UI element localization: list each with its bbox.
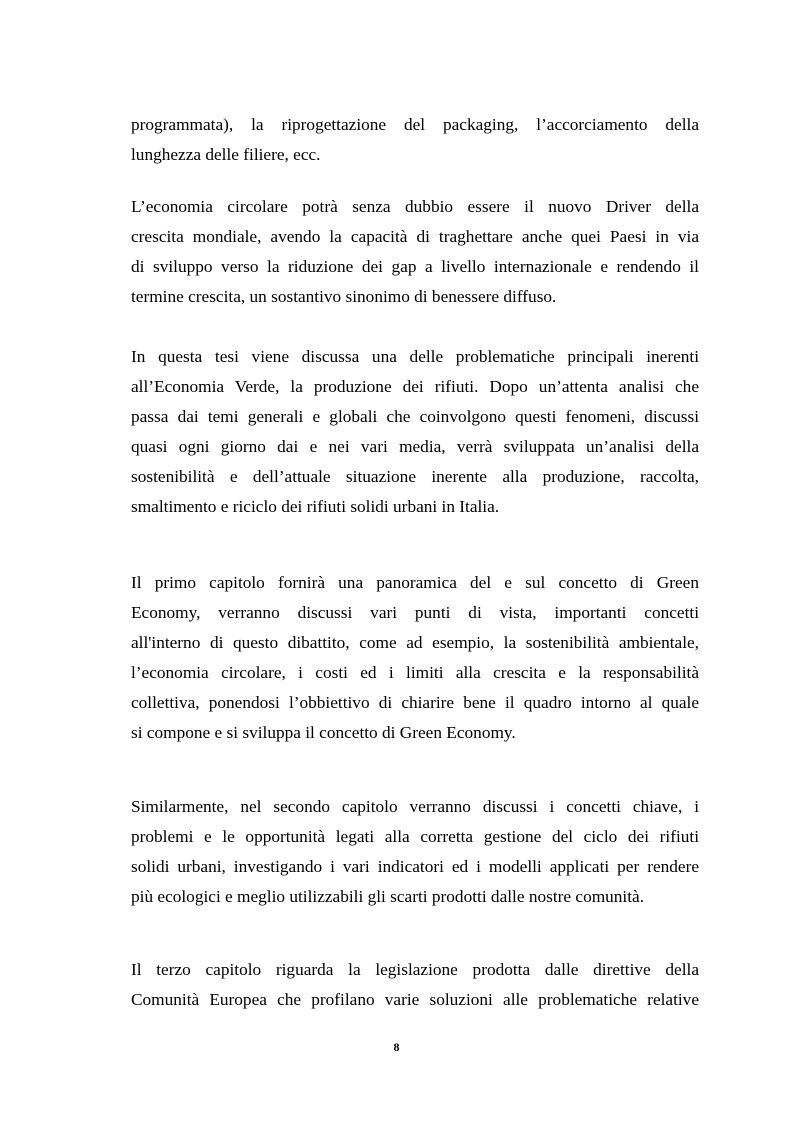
text-line: all’Economia Verde, la produzione dei rifiuti. Dopo un’attenta analisi che <box>131 377 699 396</box>
paragraph-6 <box>131 955 699 1015</box>
text-line: l’economia circolare, i costi ed i limiti alla crescita e la responsabilità <box>131 663 699 682</box>
text-line: smaltimento e riciclo dei rifiuti solidi urbani in Italia. <box>131 497 500 516</box>
text-line: Economy, verranno discussi vari punti di vista, importanti concetti <box>131 603 699 622</box>
text-line: solidi urbani, investigando i vari indicatori ed i modelli applicati per rendere <box>131 857 699 876</box>
text-line: sostenibilità e dell’attuale situazione inerente alla produzione, raccolta, <box>131 467 699 486</box>
text-line: quasi ogni giorno dai e nei vari media, verrà sviluppata un’analisi della <box>131 437 699 456</box>
text-line: Il primo capitolo fornirà una panoramica del e sul concetto di Green <box>131 573 699 592</box>
paragraph-1 <box>131 110 699 170</box>
text-line: lunghezza delle filiere, ecc. <box>131 145 321 164</box>
text-line: passa dai temi generali e globali che coinvolgono questi fenomeni, discussi <box>131 407 699 426</box>
paragraph-5 <box>131 792 699 912</box>
text-line: di sviluppo verso la riduzione dei gap a livello internazionale e rendendo il <box>131 257 699 276</box>
paragraph-4 <box>131 568 699 748</box>
page-number: 8 <box>393 1040 400 1054</box>
text-line: In questa tesi viene discussa una delle problematiche principali inerenti <box>131 347 699 366</box>
text-line: Similarmente, nel secondo capitolo verranno discussi i concetti chiave, i <box>131 797 699 816</box>
text-line: L’economia circolare potrà senza dubbio essere il nuovo Driver della <box>131 197 699 216</box>
paragraph-2 <box>131 192 699 312</box>
text-line: Il terzo capitolo riguarda la legislazione prodotta dalle direttive della <box>131 960 699 979</box>
text-line: più ecologici e meglio utilizzabili gli scarti prodotti dalle nostre comunità. <box>131 887 645 906</box>
text-line: Comunità Europea che profilano varie soluzioni alle problematiche relative <box>131 990 699 1009</box>
text-line: collettiva, ponendosi l’obbiettivo di chiarire bene il quadro intorno al quale <box>131 693 699 712</box>
paragraph-3 <box>131 342 699 522</box>
text-line: crescita mondiale, avendo la capacità di traghettare anche quei Paesi in via <box>131 227 699 246</box>
text-line: all'interno di questo dibattito, come ad esempio, la sostenibilità ambientale, <box>131 633 699 652</box>
text-line: si compone e si sviluppa il concetto di Green Economy. <box>131 723 516 742</box>
text-line: programmata), la riprogettazione del packaging, l’accorciamento della <box>131 115 699 134</box>
text-line: problemi e le opportunità legati alla corretta gestione del ciclo dei rifiuti <box>131 827 699 846</box>
text-line: termine crescita, un sostantivo sinonimo di benessere diffuso. <box>131 287 557 306</box>
